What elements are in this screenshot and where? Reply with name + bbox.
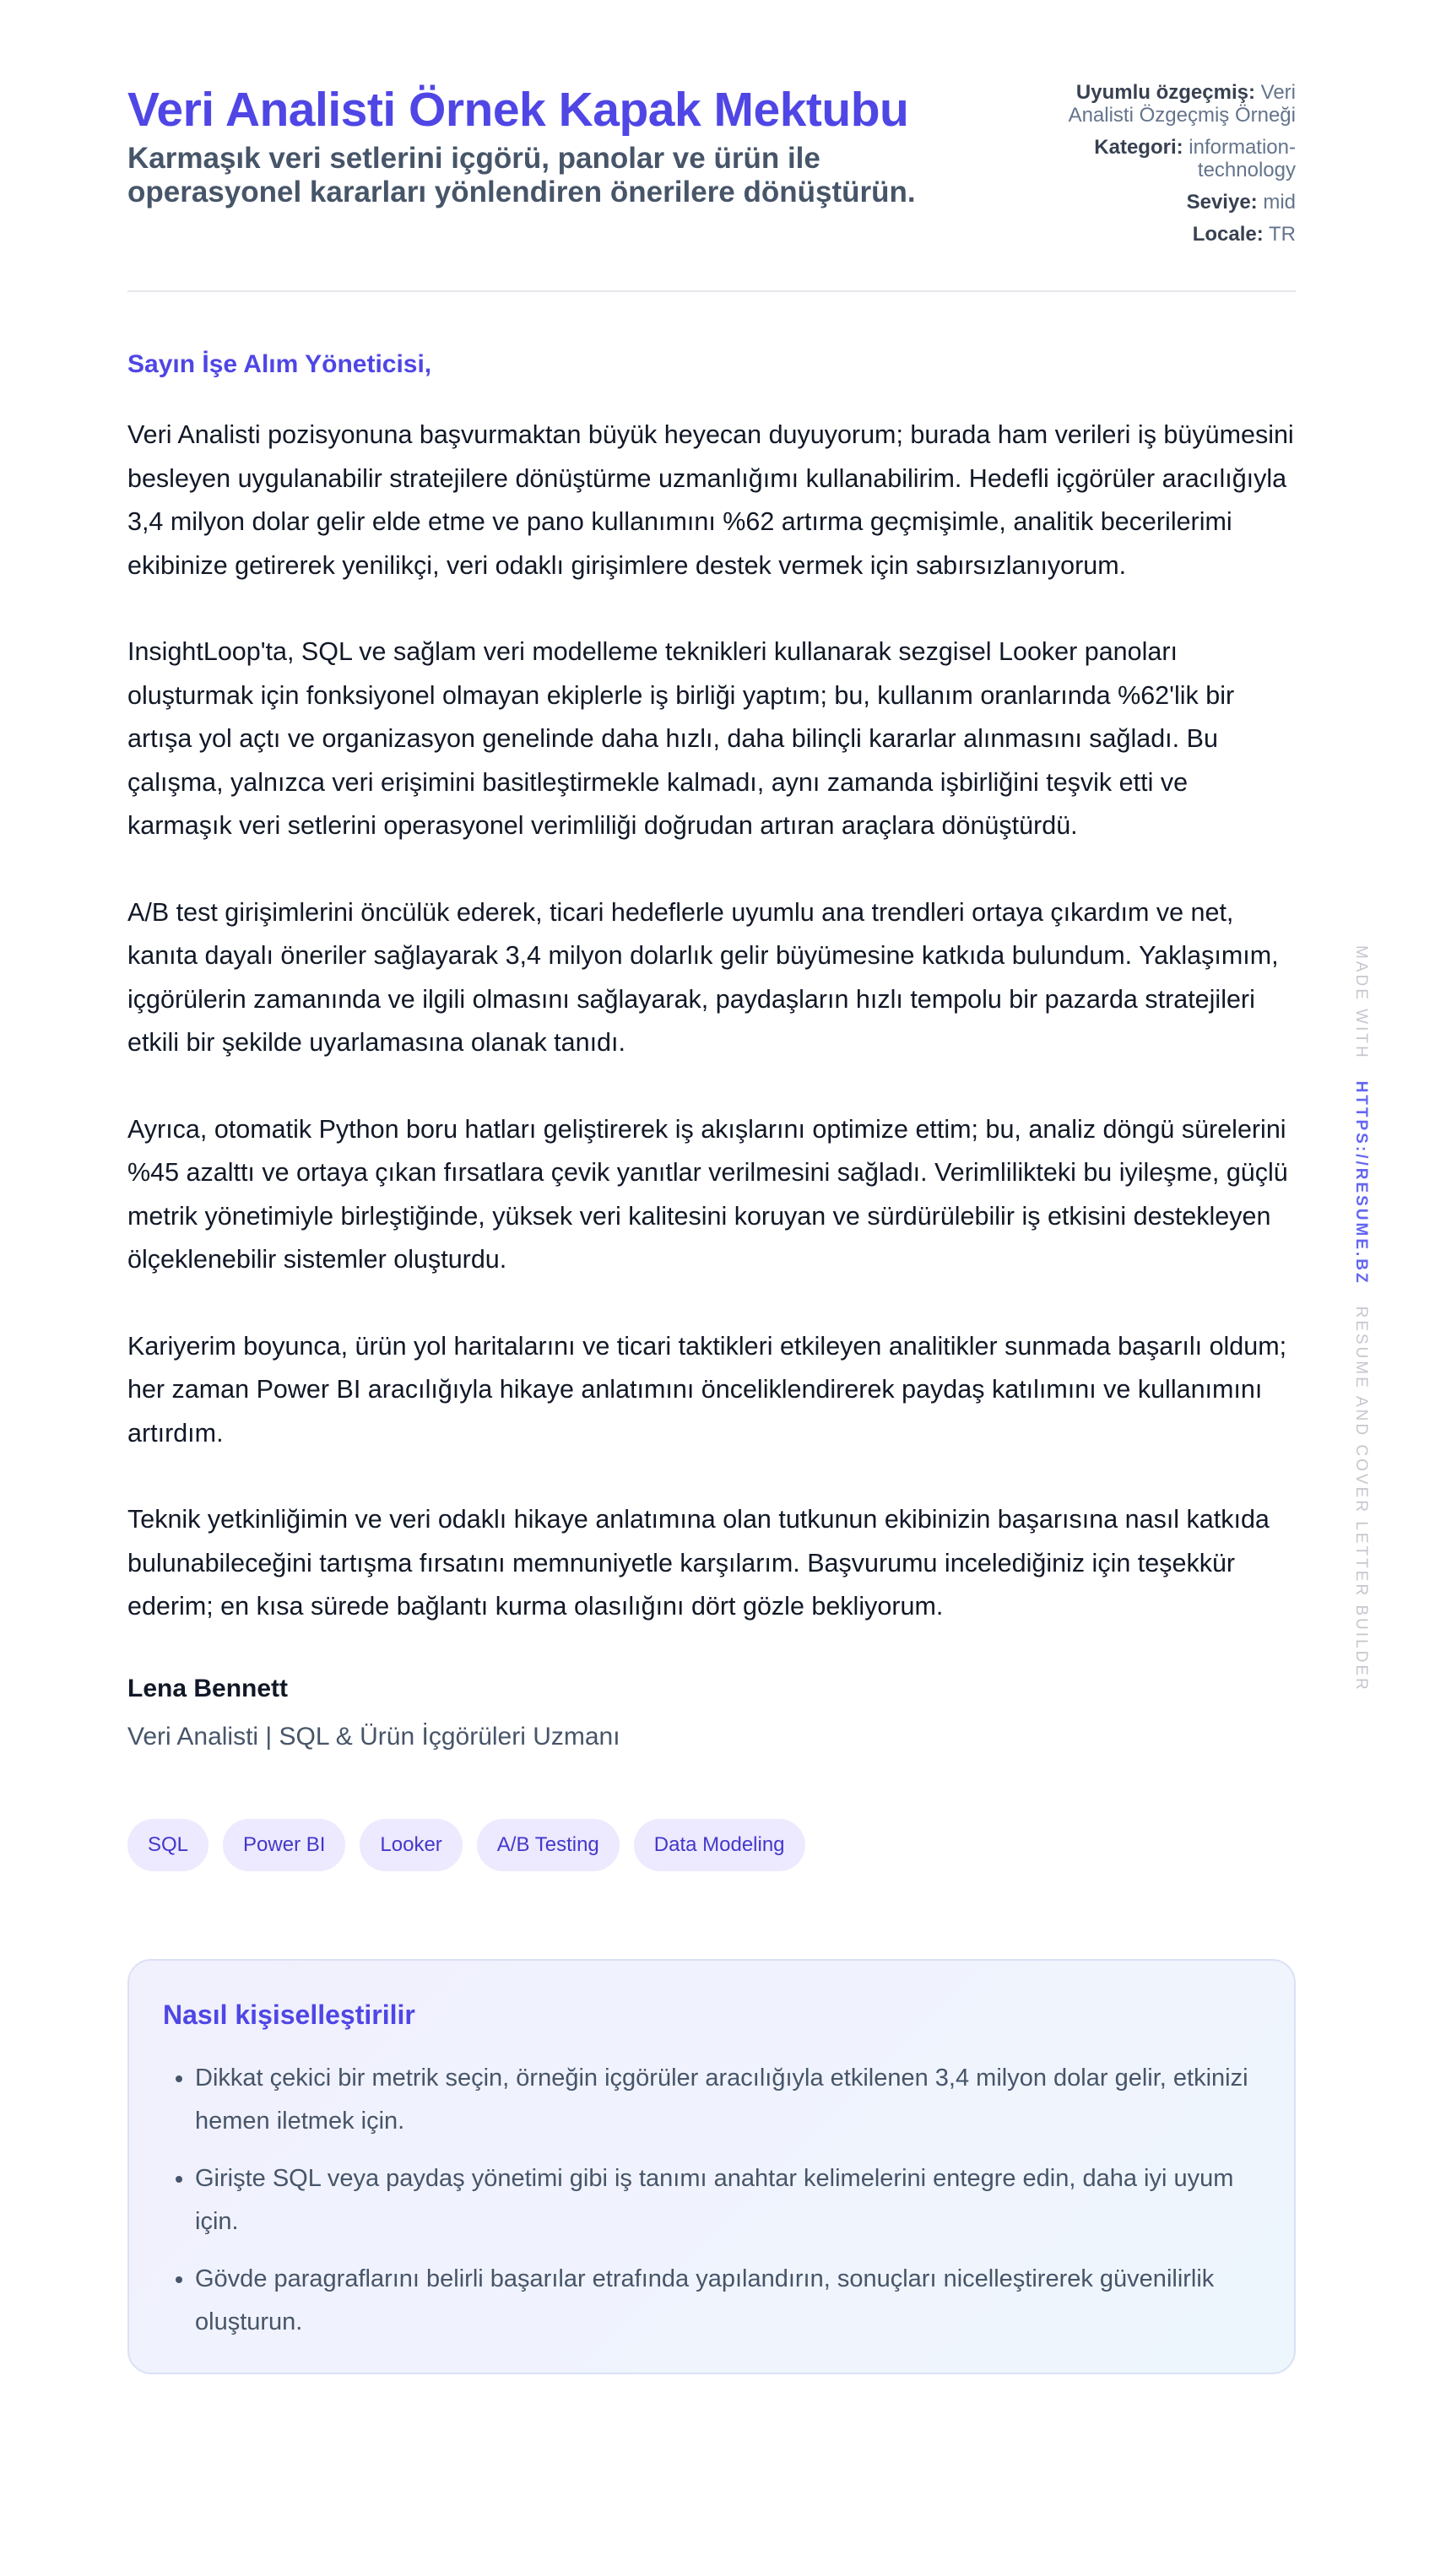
- meta-value: mid: [1263, 191, 1296, 214]
- tip-item: • Gövde paragraflarını belirli başarılar etrafında yapılandırın, sonuçları nicelleştirerek güvenilirlik oluşturun.: [195, 2258, 1260, 2344]
- meta-category: [1042, 136, 1296, 181]
- paragraph: Teknik yetkinliğimin ve veri odaklı hikaye anlatımına olan tutkunun ekibinizin başarısına nasıl katkıda bulunabileceğini tartışma fırsatını memnuniyetle karşılarım. Başvurumu incelediğiniz için teşekkür ederim; en kısa sürede bağlantı kurma olasılığını dört gözle bekliyorum.: [127, 1505, 1270, 1621]
- skill-tag: Power BI: [223, 1819, 345, 1871]
- letter-body: [127, 414, 1296, 1629]
- watermark-text: [1347, 945, 1374, 1692]
- meta-value: TR: [1269, 223, 1296, 246]
- meta-label: Uyumlu özgeçmiş:: [1075, 81, 1255, 104]
- tip-item: • Dikkat çekici bir metrik seçin, örneğin içgörüler aracılığıyla etkilenen 3,4 milyon dolar gelir, etkinizi hemen iletmek için.: [195, 2057, 1260, 2143]
- page-title: Veri Analisti Örnek Kapak Mektubu: [127, 83, 909, 137]
- page-subtitle: Karmaşık veri setlerini içgörü, panolar ve ürün ile operasyonel kararları yönlendiren önerilere dönüştürün.: [127, 142, 916, 208]
- skill-tag: SQL: [127, 1819, 208, 1871]
- skill-tag: A/B Testing: [477, 1819, 620, 1871]
- watermark-suffix: RESUME AND COVER LETTER BUILDER: [1352, 1306, 1370, 1692]
- meta-resume: [1042, 81, 1296, 127]
- tip-item: • Girişte SQL veya paydaş yönetimi gibi iş tanımı anahtar kelimelerini entegre edin, daha iyi uyum için.: [195, 2157, 1260, 2243]
- header: [127, 0, 1296, 292]
- paragraph: Veri Analisti pozisyonuna başvurmaktan büyük heyecan duyuyorum; burada ham verileri iş büyümesini besleyen uygulanabilir stratejilere dönüştürme uzmanlığımı kullanabilirim. Hedefli içgörüler aracılığıyla 3,4 milyon dolar gelir elde etme ve pano kullanımını %62 artırma geçmişimle, analitik becerilerimi ekibinize getirerek yenilikçi, veri odaklı girişimlere destek vermek için sabırsızlanıyorum.: [127, 420, 1294, 580]
- customization-tips: [127, 1959, 1296, 2374]
- greeting: Sayın İşe Alım Yöneticisi,: [127, 350, 432, 378]
- paragraph: Ayrıca, otomatik Python boru hatları geliştirerek iş akışlarını optimize ettim; bu, analiz döngü sürelerini %45 azalttı ve ortaya çıkan fırsatlara çevik yanıtlar verilmesini sağladı. Verimlilikteki bu iyileşme, güçlü metrik yönetimiyle birleştiğinde, yüksek veri kalitesini koruyan ve sürdürülebilir iş etkisini destekleyen ölçeklenebilir sistemler oluşturdu.: [127, 1114, 1288, 1274]
- meta-label: Seviye:: [1186, 191, 1258, 214]
- header-titles: [127, 81, 972, 209]
- signature-name: Lena Bennett: [127, 1674, 289, 1702]
- watermark: [1347, 945, 1374, 1692]
- meta-label: Locale:: [1192, 223, 1264, 246]
- cover-letter-page: [127, 0, 1296, 2374]
- meta-value: information-technology: [1189, 136, 1296, 181]
- meta-value: Veri Analisti Özgeçmiş Örneği: [1068, 81, 1296, 127]
- skill-tags: [127, 1819, 1296, 1871]
- tips-list: [163, 2057, 1260, 2344]
- skill-tag: Data Modeling: [634, 1819, 805, 1871]
- paragraph: Kariyerim boyunca, ürün yol haritalarını ve ticari taktikleri etkileyen analitikler sunmada başarılı oldum; her zaman Power BI aracılığıyla hikaye anlatımını önceliklendirerek paydaş katılımını ve kullanımını artırdım.: [127, 1331, 1287, 1448]
- meta-locale: [1042, 223, 1296, 246]
- skill-tag: Looker: [360, 1819, 462, 1871]
- meta-info: [1042, 81, 1296, 255]
- tips-title: Nasıl kişiselleştirilir: [163, 1999, 415, 2030]
- meta-level: [1042, 191, 1296, 214]
- watermark-link[interactable]: HTTPS://RESUME.BZ: [1352, 1080, 1370, 1285]
- meta-label: Kategori:: [1094, 136, 1183, 159]
- watermark-prefix: MADE WITH: [1352, 945, 1370, 1060]
- signature-title: Veri Analisti | SQL & Ürün İçgörüleri Uzmanı: [127, 1722, 620, 1751]
- paragraph: InsightLoop'ta, SQL ve sağlam veri modelleme teknikleri kullanarak sezgisel Looker panoları oluşturmak için fonksiyonel olmayan ekiplerle iş birliği yaptım; bu, kullanım oranlarında %62'lik bir artışa yol açtı ve organizasyon genelinde daha hızlı, daha bilinçli kararlar alınmasını sağladı. Bu çalışma, yalnızca veri erişimini basitleştirmekle kalmadı, aynı zamanda işbirliğini teşvik etti ve karmaşık veri setlerini operasyonel verimliliği doğrudan artıran araçlara dönüştürdü.: [127, 637, 1235, 840]
- paragraph: A/B test girişimlerini öncülük ederek, ticari hedeflerle uyumlu ana trendleri ortaya çıkardım ve net, kanıta dayalı öneriler sağlayarak 3,4 milyon dolarlık gelir büyümesine katkıda bulundum. Yaklaşımım, içgörülerin zamanında ve ilgili olmasını sağlayarak, paydaşların hızlı tempolu bir pazarda stratejileri etkili bir şekilde uyarlamasına olanak tanıdı.: [127, 897, 1279, 1057]
